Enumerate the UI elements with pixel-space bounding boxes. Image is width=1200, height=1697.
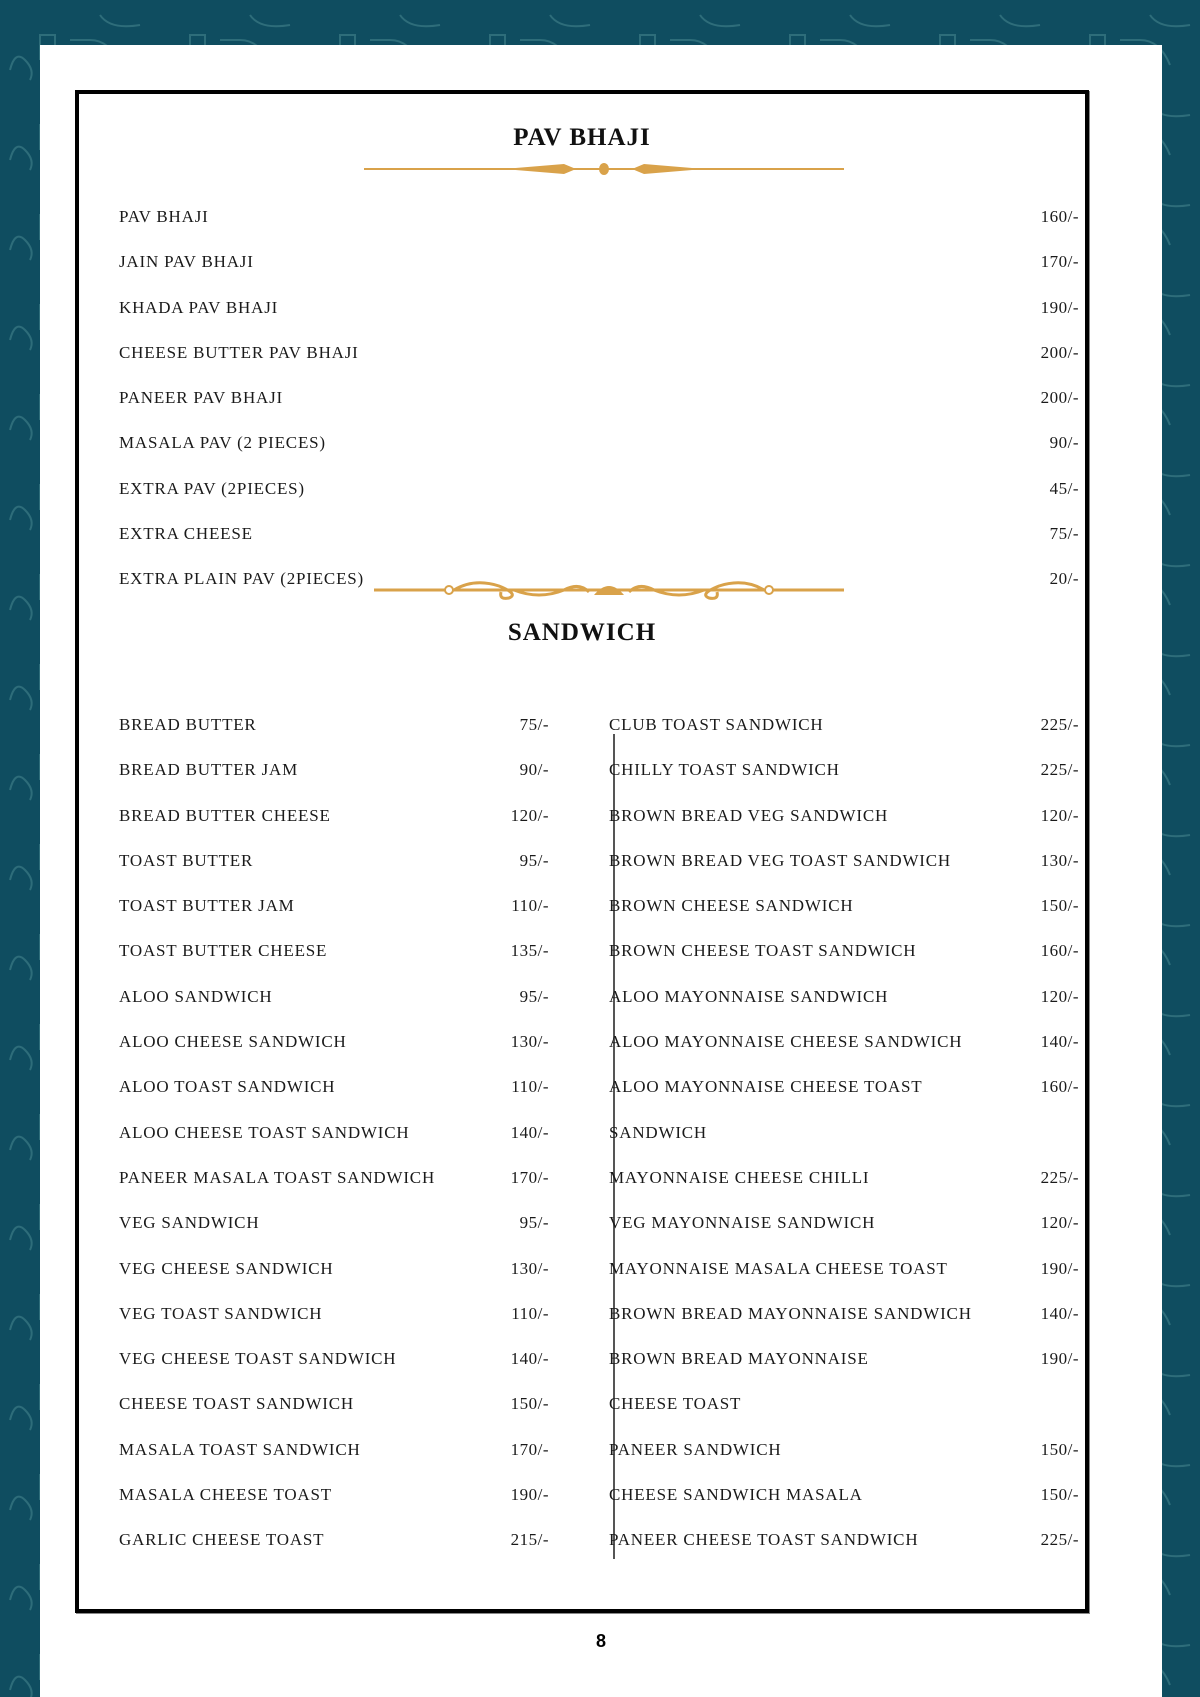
item-name: TOAST BUTTER [119, 850, 254, 870]
menu-item [609, 1336, 1079, 1427]
item-name: CHEESE TOAST SANDWICH [119, 1394, 354, 1414]
item-name: PANEER CHEESE TOAST SANDWICH [609, 1530, 919, 1550]
item-name: PANEER PAV BHAJI [119, 388, 283, 408]
item-name: ALOO SANDWICH [119, 986, 273, 1006]
item-price: 75/- [1049, 524, 1079, 544]
page-number: 8 [595, 1631, 606, 1651]
menu-item [119, 883, 549, 928]
menu-item [119, 1427, 549, 1472]
item-price: 140/- [510, 1349, 549, 1369]
menu-item [119, 793, 549, 838]
menu-item [609, 1064, 1079, 1155]
item-price: 160/- [1040, 207, 1079, 226]
menu-item [119, 1019, 549, 1064]
item-name: PANEER MASALA TOAST SANDWICH [119, 1167, 436, 1187]
item-name: KHADA PAV BHAJI [119, 297, 279, 317]
item-price: 120/- [1040, 986, 1079, 1006]
menu-item [119, 1472, 549, 1517]
item-price: 95/- [519, 850, 549, 870]
menu-item [119, 1064, 549, 1109]
item-name: BROWN CHEESE TOAST SANDWICH [609, 941, 917, 961]
item-name: CHILLY TOAST SANDWICH [609, 760, 840, 780]
menu-item [119, 974, 549, 1019]
item-price: 130/- [1040, 850, 1079, 870]
item-price: 140/- [1040, 1032, 1079, 1052]
item-price: 45/- [1049, 478, 1079, 498]
menu-item [609, 1019, 1079, 1064]
item-name: EXTRA CHEESE [119, 524, 253, 544]
item-price: 150/- [1040, 1439, 1079, 1459]
item-price: 200/- [1040, 388, 1079, 408]
menu-item [119, 511, 1079, 556]
item-price: 170/- [510, 1167, 549, 1187]
item-price: 190/- [510, 1485, 549, 1505]
item-price: 90/- [519, 760, 549, 780]
item-name: MASALA PAV (2 PIECES) [119, 433, 326, 453]
section-title-pav-bhaji: PAV BHAJI [513, 124, 651, 151]
item-name: ALOO MAYONNAISE CHEESE SANDWICH [609, 1032, 963, 1052]
item-price: 150/- [1040, 896, 1079, 916]
menu-item [119, 285, 1079, 330]
menu-item [609, 702, 1079, 747]
item-price: 215/- [510, 1530, 549, 1550]
item-name: VEG TOAST SANDWICH [119, 1303, 323, 1323]
menu-item [609, 1155, 1079, 1200]
menu-item [609, 883, 1079, 928]
item-name: ALOO CHEESE SANDWICH [119, 1032, 347, 1052]
item-price: 225/- [1040, 715, 1079, 734]
menu-item [609, 928, 1079, 973]
item-price: 170/- [1040, 252, 1079, 272]
item-name: VEG SANDWICH [119, 1213, 260, 1233]
item-name: GARLIC CHEESE TOAST [119, 1530, 325, 1550]
item-price: 225/- [1040, 760, 1079, 780]
item-price: 120/- [510, 805, 549, 825]
item-name: CHEESE BUTTER PAV BHAJI [119, 342, 359, 362]
item-name: VEG MAYONNAISE SANDWICH [609, 1213, 876, 1233]
sandwich-list-right [609, 702, 1079, 1563]
item-name: CLUB TOAST SANDWICH [609, 715, 824, 734]
menu-item [609, 838, 1079, 883]
item-price: 190/- [1040, 297, 1079, 317]
menu-item [119, 1246, 549, 1291]
menu-item [119, 194, 1079, 239]
item-price: 160/- [1040, 1077, 1079, 1097]
menu-item [609, 1472, 1079, 1517]
menu-item [119, 375, 1079, 420]
item-name: VEG CHEESE SANDWICH [119, 1258, 334, 1278]
item-name: ALOO MAYONNAISE SANDWICH [609, 986, 889, 1006]
item-name: BROWN BREAD MAYONNAISE CHEESE TOAST [609, 1349, 869, 1414]
menu-item [119, 420, 1079, 465]
item-price: 140/- [1040, 1303, 1079, 1323]
item-price: 95/- [519, 1213, 549, 1233]
menu-item [119, 1155, 549, 1200]
item-name: EXTRA PLAIN PAV (2PIECES) [119, 569, 364, 589]
item-name: MAYONNAISE MASALA CHEESE TOAST [609, 1258, 948, 1278]
menu-item [119, 466, 1079, 511]
item-price: 190/- [1040, 1349, 1079, 1369]
item-price: 110/- [511, 1077, 549, 1097]
item-price: 90/- [1049, 433, 1079, 453]
item-name: BREAD BUTTER [119, 715, 257, 734]
menu-item [119, 1336, 549, 1381]
item-name: MAYONNAISE CHEESE CHILLI [609, 1167, 870, 1187]
item-price: 200/- [1040, 342, 1079, 362]
menu-item [609, 1291, 1079, 1336]
item-name: ALOO MAYONNAISE CHEESE TOAST SANDWICH [609, 1077, 923, 1142]
menu-item [119, 1110, 549, 1155]
item-price: 95/- [519, 986, 549, 1006]
menu-item [609, 1246, 1079, 1291]
sandwich-list-left [119, 702, 549, 1563]
menu-item [609, 793, 1079, 838]
item-name: BROWN BREAD VEG TOAST SANDWICH [609, 850, 951, 870]
item-name: TOAST BUTTER JAM [119, 896, 295, 916]
item-price: 225/- [1040, 1530, 1079, 1550]
item-name: BROWN CHEESE SANDWICH [609, 896, 854, 916]
menu-item [119, 330, 1079, 375]
item-name: EXTRA PAV (2PIECES) [119, 478, 305, 498]
item-price: 110/- [511, 1303, 549, 1323]
item-price: 75/- [519, 715, 549, 734]
menu-item [119, 702, 549, 747]
item-name: BROWN BREAD VEG SANDWICH [609, 805, 889, 825]
menu-item [609, 1427, 1079, 1472]
item-price: 150/- [510, 1394, 549, 1414]
item-name: PAV BHAJI [119, 207, 209, 226]
item-name: MASALA TOAST SANDWICH [119, 1439, 361, 1459]
menu-page [40, 45, 1162, 1697]
item-price: 110/- [511, 896, 549, 916]
menu-item [119, 1517, 549, 1562]
menu-item [119, 1291, 549, 1336]
item-price: 225/- [1040, 1167, 1079, 1187]
section-title-sandwich: SANDWICH [507, 619, 657, 646]
item-price: 170/- [510, 1439, 549, 1459]
menu-item [609, 1517, 1079, 1562]
item-name: MASALA CHEESE TOAST [119, 1485, 332, 1505]
item-price: 120/- [1040, 805, 1079, 825]
menu-item [119, 747, 549, 792]
item-price: 130/- [510, 1032, 549, 1052]
item-name: JAIN PAV BHAJI [119, 252, 254, 272]
menu-item [609, 1200, 1079, 1245]
item-price: 135/- [510, 941, 549, 961]
menu-item [609, 974, 1079, 1019]
item-price: 120/- [1040, 1213, 1079, 1233]
item-name: PANEER SANDWICH [609, 1439, 782, 1459]
item-price: 20/- [1049, 569, 1079, 589]
item-name: TOAST BUTTER CHEESE [119, 941, 328, 961]
menu-frame [75, 90, 1089, 1613]
item-name: BROWN BREAD MAYONNAISE SANDWICH [609, 1303, 972, 1323]
item-name: BREAD BUTTER CHEESE [119, 805, 331, 825]
menu-item [119, 928, 549, 973]
item-name: ALOO CHEESE TOAST SANDWICH [119, 1122, 410, 1142]
menu-item [119, 838, 549, 883]
pav-bhaji-list [119, 194, 1079, 602]
divider-ornament-icon [364, 159, 844, 179]
item-price: 130/- [510, 1258, 549, 1278]
item-name: VEG CHEESE TOAST SANDWICH [119, 1349, 397, 1369]
item-price: 190/- [1040, 1258, 1079, 1278]
item-name: CHEESE SANDWICH MASALA [609, 1485, 863, 1505]
menu-item [119, 239, 1079, 284]
scroll-ornament-icon [374, 577, 844, 603]
menu-item [609, 747, 1079, 792]
menu-item [119, 1200, 549, 1245]
item-name: ALOO TOAST SANDWICH [119, 1077, 336, 1097]
item-price: 160/- [1040, 941, 1079, 961]
item-price: 140/- [510, 1122, 549, 1142]
item-price: 150/- [1040, 1485, 1079, 1505]
menu-item [119, 1381, 549, 1426]
item-name: BREAD BUTTER JAM [119, 760, 299, 780]
